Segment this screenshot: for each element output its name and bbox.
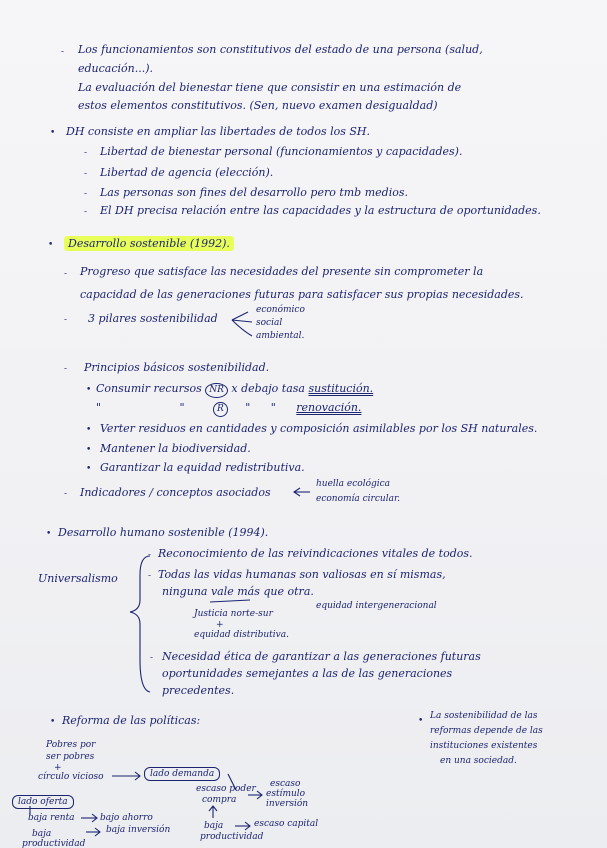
dot-bullet: • (86, 445, 92, 455)
diagram-escaso-poder: escaso poder (196, 784, 256, 794)
dash-bullet: - (64, 489, 68, 499)
side-note-line-2: reformas depende de las (430, 726, 543, 736)
note-line-20: Indicadores / conceptos asociados (80, 486, 271, 499)
universalismo-label: Universalismo (38, 572, 118, 585)
circled-r: R (213, 402, 228, 417)
note-line-4: estos elementos constitutivos. (Sen, nuevo examen desigualdad) (78, 99, 438, 112)
note-line-29: precedentes. (162, 684, 235, 697)
section-heading-desarrollo-sostenible: Desarrollo sostenible (1992). (64, 238, 234, 249)
note-line-24: ninguna vale más que otra. (162, 585, 314, 598)
dot-bullet: • (86, 425, 92, 435)
indicator-huella-ecologica: huella ecológica (316, 479, 391, 489)
dash-bullet: - (150, 653, 154, 663)
dot-bullet: • (418, 716, 424, 726)
note-line-2: educación...). (78, 62, 154, 75)
note-line-22: Reconocimiento de las reivindicaciones vitales de todos. (158, 547, 473, 560)
equidad-distributiva: equidad distributiva. (194, 630, 289, 640)
side-note-line-4: en una sociedad. (440, 756, 517, 766)
dot-bullet: • (86, 464, 92, 474)
diagram-escaso-capital: escaso capital (254, 819, 319, 829)
side-note-line-1: La sostenibilidad de las (430, 711, 538, 721)
dash-bullet: - (84, 207, 88, 217)
plus-sign: + (54, 763, 62, 773)
dash-bullet: - (148, 571, 152, 581)
dash-bullet: - (64, 364, 68, 374)
note-line-27: Necesidad ética de garantizar a las generaciones futuras (162, 650, 481, 663)
note-line-28: oportunidades semejantes a las de las generaciones (162, 667, 453, 680)
note-line-11: Progreso que satisface las necesidades del presente sin comprometer la (80, 265, 484, 278)
note-line-7: Libertad de agencia (elección). (100, 166, 274, 179)
diagram-baja-renta: baja renta (28, 813, 75, 823)
pillar-ambiental: ambiental. (256, 331, 305, 341)
dash-bullet: - (64, 315, 68, 325)
diagram-circulo-vicioso: círculo vicioso (38, 772, 104, 782)
indicator-economia-circular: economía circular. (316, 494, 401, 504)
diagram-baja-left: baja (32, 829, 52, 839)
pillar-economico: económico (256, 305, 305, 315)
note-line-13: 3 pilares sostenibilidad (88, 312, 218, 325)
note-line-5: DH consiste en ampliar las libertades de todos los SH. (66, 125, 371, 138)
dash-bullet: - (61, 47, 65, 57)
side-note-line-3: instituciones existentes (430, 741, 538, 751)
dot-bullet: • (50, 717, 56, 727)
note-line-16: " " R " " renovación. (96, 402, 361, 417)
note-line-23: Todas las vidas humanas son valiosas en sí mismas, (158, 568, 446, 581)
section-heading-dh-sostenible: Desarrollo humano sostenible (1994). (58, 526, 269, 539)
justicia-norte-sur: Justicia norte-sur (194, 609, 273, 619)
diagram-lado-oferta: lado oferta (12, 798, 74, 807)
dot-bullet: • (86, 385, 92, 395)
note-line-1: Los funcionamientos son constitutivos del estado de una persona (salud, (78, 43, 483, 56)
equidad-intergeneracional: equidad intergeneracional (316, 601, 437, 611)
note-line-14: Principios básicos sostenibilidad. (84, 361, 270, 374)
circled-nr: NR (205, 383, 228, 398)
note-line-18: Mantener la biodiversidad. (100, 442, 251, 455)
diagram-pobres: Pobres por (46, 740, 96, 750)
diagram-estimulo: estímulo (266, 789, 306, 799)
dot-bullet: • (50, 128, 56, 138)
dot-bullet: • (48, 240, 54, 250)
dash-bullet: - (84, 169, 88, 179)
diagram-escaso: escaso (270, 779, 301, 789)
dash-bullet: - (64, 269, 68, 279)
note-line-8: Las personas son fines del desarrollo pero tmb medios. (100, 186, 408, 199)
note-line-30: Reforma de las políticas: (62, 714, 201, 727)
diagram-baja-inversion: baja inversión (106, 825, 171, 835)
dot-bullet: • (46, 529, 52, 539)
diagram-lado-demanda: lado demanda (144, 770, 220, 779)
note-line-3: La evaluación del bienestar tiene que consistir en una estimación de (78, 81, 462, 94)
note-line-19: Garantizar la equidad redistributiva. (100, 461, 305, 474)
note-line-15: Consumir recursos NR x debajo tasa sustitución. (96, 383, 373, 398)
dash-bullet: - (84, 148, 88, 158)
diagram-compra: compra (202, 795, 237, 805)
diagram-productividad-left: productividad (22, 839, 86, 848)
note-line-6: Libertad de bienestar personal (funcionamientos y capacidades). (100, 145, 463, 158)
diagram-inversion: inversión (266, 799, 309, 809)
note-line-9: El DH precisa relación entre las capacidades y la estructura de oportunidades. (100, 204, 541, 217)
diagram-productividad: productividad (200, 832, 264, 842)
diagram-bajo-ahorro: bajo ahorro (100, 813, 153, 823)
note-line-12: capacidad de las generaciones futuras para satisfacer sus propias necesidades. (80, 288, 524, 301)
dash-bullet: - (148, 550, 152, 560)
plus-sign: + (216, 620, 224, 630)
diagram-ser-pobres: ser pobres (46, 752, 95, 762)
note-line-17: Verter residuos en cantidades y composición asimilables por los SH naturales. (100, 422, 538, 435)
diagram-baja: baja (204, 821, 224, 831)
pillar-social: social (256, 318, 283, 328)
dash-bullet: - (84, 189, 88, 199)
